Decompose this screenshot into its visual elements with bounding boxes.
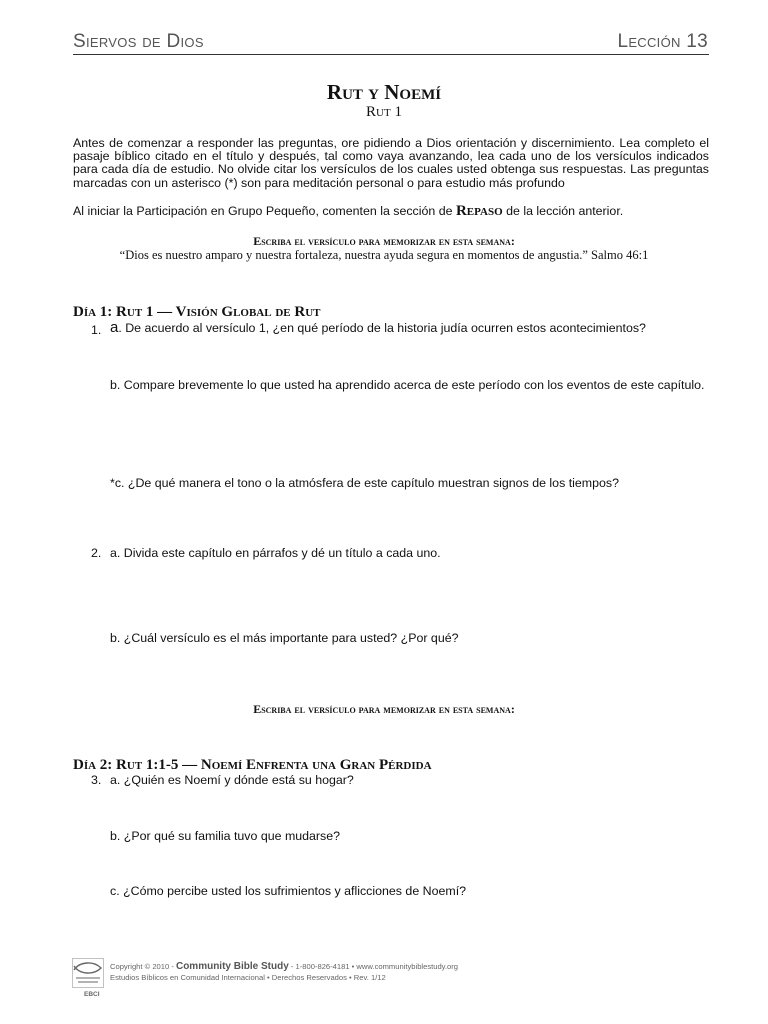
ebci-logo-text: EBCI <box>84 991 100 998</box>
question-2b: b. ¿Cuál versículo es el más importante para usted? ¿Por qué? <box>110 631 459 645</box>
day1-heading: Día 1: Rut 1 — Visión Global de Rut <box>73 304 321 320</box>
cbs-fish-logo-icon <box>72 958 104 988</box>
question-3a: a. ¿Quién es Noemí y dónde está su hogar? <box>110 773 354 787</box>
memory-verse-heading-2: Escriba el versículo para memorizar en esta semana: <box>253 702 515 716</box>
series-title: Siervos de Dios <box>73 31 204 52</box>
group-instruction-before: Al iniciar la Participación en Grupo Pequeño, comenten la sección de <box>73 204 456 218</box>
question-3c: c. ¿Cómo percibe usted los sufrimientos y aflicciones de Noemí? <box>110 884 467 898</box>
memory-verse: “Dios es nuestro amparo y nuestra fortaleza, nuestra ayuda segura en momentos de angustia.” Salmo 46:1 <box>119 248 649 262</box>
day2-heading: Día 2: Rut 1:1-5 — Noemí Enfrenta una Gran Pérdida <box>73 757 432 773</box>
question-3-number: 3. <box>91 773 102 787</box>
question-1a <box>110 320 646 336</box>
footer-copyright-text: Copyright © 2010 - <box>110 962 176 971</box>
page-title: Rut y Noemí <box>326 80 442 104</box>
question-2-number: 2. <box>91 546 102 560</box>
footer-rights: Estudios Bíblicos en Comunidad Internacional • Derechos Reservados • Rev. 1/12 <box>110 973 386 982</box>
question-1a-text: . De acuerdo al versículo 1, ¿en qué período de la historia judía ocurren estos acontecimientos? <box>118 321 646 335</box>
question-1a-letter: a <box>110 319 119 336</box>
lesson-number: Lección 13 <box>617 31 708 52</box>
intro-paragraph: Antes de comenzar a responder las preguntas, ore pidiendo a Dios orientación y discernimiento. Lea completo el pasaje bíblico citado en el título y después, tal como vaya avanzando, lea cada uno de los versículos indicados para cada día de estudio. No olvide citar los versículos de los cuales usted obtenga sus respuestas. Las preguntas marcadas con un asterisco (*) son para meditación personal o para estudio más profundo <box>73 136 709 190</box>
header-rule <box>73 54 709 55</box>
question-1b: b. Compare brevemente lo que usted ha aprendido acerca de este período con los eventos de este capítulo. <box>110 378 705 392</box>
repaso-label: Repaso <box>455 203 503 219</box>
footer-org-name: Community Bible Study <box>175 961 289 972</box>
group-instruction <box>73 205 709 218</box>
footer-contact: - 1-800-826-4181 • www.communitybiblestudy.org <box>288 962 459 971</box>
question-2a: a. Divida este capítulo en párrafos y dé un título a cada uno. <box>110 546 441 560</box>
footer-copyright <box>110 961 458 972</box>
group-instruction-after: de la lección anterior. <box>502 204 624 218</box>
question-3b: b. ¿Por qué su familia tuvo que mudarse? <box>110 829 341 843</box>
question-1-number: 1. <box>91 323 102 337</box>
memory-verse-heading: Escriba el versículo para memorizar en esta semana: <box>253 234 515 248</box>
page-subtitle: Rut 1 <box>366 104 402 120</box>
question-1c: *c. ¿De qué manera el tono o la atmósfera de este capítulo muestran signos de los tiempos? <box>110 476 619 490</box>
